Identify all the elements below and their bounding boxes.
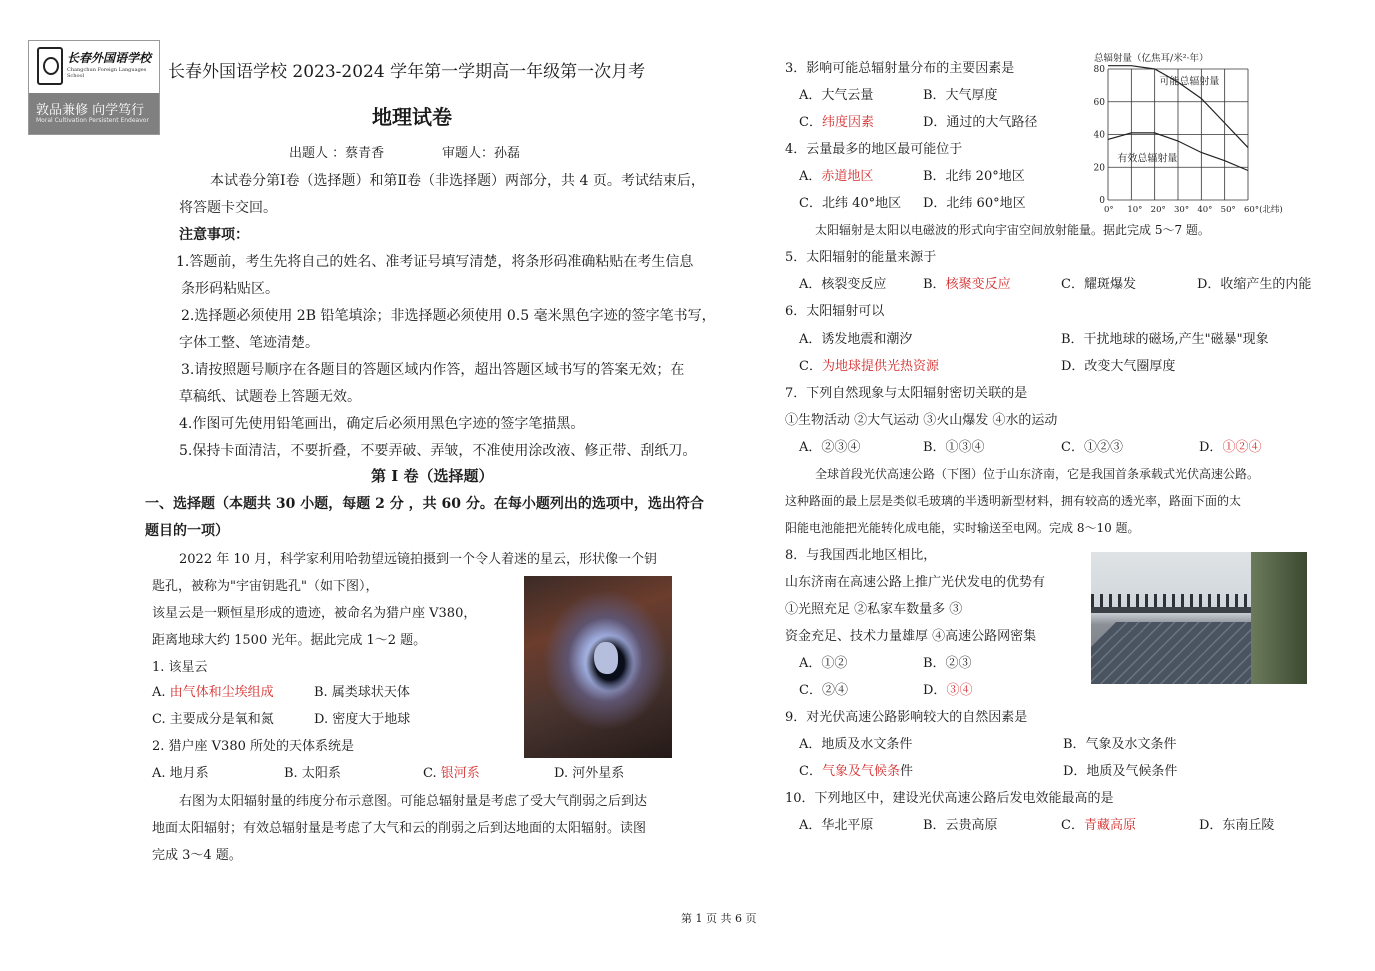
chart-xtick-label-0: 0° xyxy=(1104,205,1114,215)
notice-3a: 3.请按照题号顺序在各题目的答题区域内作答，超出答题区域书写的答案无效；在 xyxy=(181,362,685,378)
q2-stem: 2. 猎户座 V380 所处的天体系统是 xyxy=(152,739,355,754)
q3-option-c xyxy=(799,114,874,131)
chart-series-label-0: 可能总辐射量 xyxy=(1159,76,1220,88)
q9-option-c xyxy=(799,763,913,780)
chart-ytick-label-0: 0 xyxy=(1099,196,1105,206)
q9-option-a: A．地质及水文条件 xyxy=(799,737,913,752)
intro-line1: 本试卷分第Ⅰ卷（选择题）和第Ⅱ卷（非选择题）两部分，共 4 页。考试结束后， xyxy=(210,173,705,189)
chart-ytick-label-4: 80 xyxy=(1093,65,1105,75)
keyhole-nebula-image xyxy=(524,576,672,758)
chart-xtick-label-1: 10° xyxy=(1127,205,1143,215)
q7-stem: 7．下列自然现象与太阳辐射密切关联的是 xyxy=(785,386,1028,401)
passage1-line1: 2022 年 10 月，科学家利用哈勃望远镜拍摄到一个令人着迷的星云，形状像一个钥 xyxy=(179,552,658,567)
q2-option-d: D. 河外星系 xyxy=(554,766,625,781)
notice-3b: 草稿纸、试题卷上答题无效。 xyxy=(179,389,361,405)
logo-motto-en: Moral Cultivation Persistent Endeavor xyxy=(36,117,149,124)
passage1-line2: 匙孔，被称为"宇宙钥匙孔"（如下图）， xyxy=(152,579,379,594)
q8-line2: 山东济南在高速公路上推广光伏发电的优势有 xyxy=(785,575,1046,590)
q9-stem: 9．对光伏高速公路影响较大的自然因素是 xyxy=(785,710,1028,725)
q8-stem: 8．与我国西北地区相比， xyxy=(785,548,937,563)
q2-answer: 银河系 xyxy=(440,766,480,781)
chart-xtick-label-5: 50° xyxy=(1220,205,1236,215)
q6-option-d: D．改变大气圈厚度 xyxy=(1061,359,1176,374)
q10-stem: 10．下列地区中，建设光伏高速公路后发电效能最高的是 xyxy=(785,791,1114,806)
school-emblem-icon xyxy=(37,47,63,85)
q8-option-c: C．②④ xyxy=(799,683,848,698)
q8-option-b: B．②③ xyxy=(923,656,972,671)
q8-option-d-prefix: D． xyxy=(923,683,947,698)
q8-answer: ③④ xyxy=(946,683,973,698)
q2-option-a: A. 地月系 xyxy=(152,766,209,781)
q4-option-c: C．北纬 40°地区 xyxy=(799,196,902,211)
q7-option-d-prefix: D． xyxy=(1199,440,1223,455)
q4-option-d: D．北纬 60°地区 xyxy=(923,196,1026,211)
chart-ytick-label-2: 40 xyxy=(1093,130,1105,141)
chart-ytick-label-1: 20 xyxy=(1093,163,1105,174)
q10-option-c xyxy=(1061,817,1136,834)
q5-option-c: C．耀斑爆发 xyxy=(1061,277,1136,292)
section-heading-2: 题目的一项） xyxy=(145,523,229,539)
chart-xtick-label-2: 20° xyxy=(1150,205,1166,215)
q5-option-a: A．核裂变反应 xyxy=(799,277,887,292)
q9-option-d: D．地质及气候条件 xyxy=(1063,764,1178,779)
chart-xtick-label-3: 30° xyxy=(1174,205,1190,215)
q8-option-a: A．①② xyxy=(799,656,848,671)
q9-option-b: B．气象及水文条件 xyxy=(1063,737,1177,752)
q6-answer: 为地球提供光热资源 xyxy=(821,359,939,374)
q3-option-d: D．通过的大气路径 xyxy=(923,115,1038,130)
passage2-line3: 完成 3～4 题。 xyxy=(152,848,242,863)
passage1-line3: 该星云是一颗恒星形成的遗迹，被命名为猎户座 V380， xyxy=(152,606,477,621)
authors: 出题人 ：蔡青香 审题人：孙磊 xyxy=(289,146,520,161)
passage1-line4: 距离地球大约 1500 光年。据此完成 1～2 题。 xyxy=(152,633,427,648)
q5-option-b-prefix: B． xyxy=(923,277,946,292)
q3-option-a: A．大气云量 xyxy=(799,88,874,103)
q3-option-c-prefix: C． xyxy=(799,115,822,130)
q1-option-a: A. 由气体和尘埃组成 xyxy=(152,685,274,700)
chart-grid xyxy=(1108,69,1248,200)
logo-school-name-en: Changchun Foreign Languages School xyxy=(67,67,147,79)
q10-option-b: B．云贵高原 xyxy=(923,818,998,833)
q7-answer: ①②④ xyxy=(1222,440,1262,455)
q6-option-a: A．诱发地震和潮汐 xyxy=(799,332,913,347)
pv-highway-photo xyxy=(1091,552,1307,684)
logo-motto-band xyxy=(29,93,159,134)
q4-option-a xyxy=(799,168,873,185)
q7-option-d xyxy=(1199,439,1261,456)
paper-title: 地理试卷 xyxy=(372,105,452,129)
q4-stem: 4．云量最多的地区最可能位于 xyxy=(785,142,963,157)
logo-top xyxy=(29,41,159,93)
roadside-trees xyxy=(1251,552,1307,684)
passage2-line2: 地面太阳辐射；有效总辐射量是考虑了大气和云的削弱之后到达地面的太阳辐射。读图 xyxy=(152,821,647,836)
notice-2a: 2.选择题必须使用 2B 铅笔填涂；非选择题必须使用 0.5 毫米黑色字迹的签字笔书写， xyxy=(181,308,716,324)
q6-option-c-prefix: C． xyxy=(799,359,822,374)
page-footer: 第 1 页 共 6 页 xyxy=(681,912,757,925)
q7-option-b: B．①③④ xyxy=(923,440,985,455)
chart-series-label-1: 有效总辐射量 xyxy=(1117,153,1178,165)
intro-line2: 将答题卡交回。 xyxy=(179,200,277,216)
q2-option-b: B. 太阳系 xyxy=(284,766,341,781)
q9-option-c-prefix: C． xyxy=(799,764,822,779)
q1-answer: 由气体和尘埃组成 xyxy=(169,685,274,700)
q5-answer: 核聚变反应 xyxy=(945,277,1011,292)
chart-xtick-label-6: 60°(北纬) xyxy=(1244,205,1283,215)
nebula-core xyxy=(594,642,618,674)
q1-option-d: D. 密度大于地球 xyxy=(314,712,411,727)
q3-stem: 3．影响可能总辐射量分布的主要因素是 xyxy=(785,61,1015,76)
passage3: 太阳辐射是太阳以电磁波的形式向宇宙空间放射能量。据此完成 5～7 题。 xyxy=(815,223,1210,237)
q10-option-d: D．东南丘陵 xyxy=(1199,818,1275,833)
section-title: 第 I 卷（选择题） xyxy=(371,467,494,485)
passage4-line2: 这种路面的最上层是类似毛玻璃的半透明新型材料，拥有较高的透光率，路面下面的太 xyxy=(785,494,1242,508)
q6-option-c xyxy=(799,358,939,375)
chart-ytick-label-3: 60 xyxy=(1093,97,1105,108)
radiation-latitude-chart xyxy=(1090,50,1300,220)
q8-line4: 资金充足、技术力量雄厚 ④高速公路网密集 xyxy=(785,629,1037,644)
q1-option-c: C. 主要成分是氧和氮 xyxy=(152,712,274,727)
q6-option-b: B．干扰地球的磁场,产生"磁暴"现象 xyxy=(1061,332,1269,347)
q4-option-b: B．北纬 20°地区 xyxy=(923,169,1025,184)
notice-1a: 1.答题前，考生先将自己的姓名、准考证号填写清楚，将条形码准确粘贴在考生信息 xyxy=(176,254,694,270)
passage4-line3: 阳能电池能把光能转化成电能，实时输送至电网。完成 8～10 题。 xyxy=(785,521,1140,535)
q2-option-c xyxy=(423,765,480,782)
section-heading-1: 一、选择题（本题共 30 小题，每题 2 分 ，共 60 分。在每小题列出的选项中，选出符合 xyxy=(145,496,704,512)
school-logo xyxy=(28,40,160,135)
q7-option-c: C．①②③ xyxy=(1061,440,1123,455)
q5-option-b xyxy=(923,276,1011,293)
q5-stem: 5．太阳辐射的能量来源于 xyxy=(785,250,937,265)
logo-school-name: 长春外国语学校 xyxy=(67,51,152,65)
exam-title: 长春外国语学校 2023-2024 学年第一学期高一年级第一次月考 xyxy=(168,62,646,82)
q1-stem: 1. 该星云 xyxy=(152,660,208,675)
q7-option-a: A．②③④ xyxy=(799,440,861,455)
q7-items: ①生物活动 ②大气运动 ③火山爆发 ④水的运动 xyxy=(785,413,1058,428)
q6-stem: 6．太阳辐射可以 xyxy=(785,304,885,319)
q10-option-a: A．华北平原 xyxy=(799,818,874,833)
q4-option-a-prefix: A． xyxy=(799,169,822,184)
chart-labels xyxy=(1094,52,1283,215)
notice-5: 5.保持卡面清洁，不要折叠，不要弄破、弄皱，不准使用涂改液、修正带、刮纸刀。 xyxy=(179,443,697,459)
q3-answer: 纬度因素 xyxy=(821,115,874,130)
q5-option-d: D．收缩产生的内能 xyxy=(1197,277,1312,292)
notice-2b: 字体工整、笔迹清楚。 xyxy=(179,335,319,351)
q1-option-b: B. 属类球状天体 xyxy=(314,685,410,700)
q10-option-c-prefix: C． xyxy=(1061,818,1084,833)
passage4-line1: 全球首段光伏高速公路（下图）位于山东济南，它是我国首条承载式光伏高速公路。 xyxy=(815,467,1260,481)
logo-motto: 敦品兼修 向学笃行 xyxy=(36,103,145,118)
q9-answer: 气象及气候条 xyxy=(821,764,900,779)
notice-title: 注意事项： xyxy=(179,227,249,243)
notice-1b: 条形码粘贴区。 xyxy=(181,281,279,297)
q8-line3: ①光照充足 ②私家车数量多 ③ xyxy=(785,602,963,617)
chart-xtick-label-4: 40° xyxy=(1197,205,1213,215)
chart-title: 总辐射量（亿焦耳/米²·年） xyxy=(1094,53,1209,64)
q9-option-c-suffix: 件 xyxy=(899,764,913,779)
q4-answer: 赤道地区 xyxy=(821,169,874,184)
passage2-line1: 右图为太阳辐射量的纬度分布示意图。可能总辐射量是考虑了受大气削弱之后到达 xyxy=(179,794,648,809)
notice-4: 4.作图可先使用铅笔画出，确定后必须用黑色字迹的签字笔描黑。 xyxy=(179,416,585,432)
q8-option-d xyxy=(923,682,972,699)
q2-option-c-prefix: C. xyxy=(423,766,437,781)
q10-answer: 青藏高原 xyxy=(1083,818,1136,833)
q3-option-b: B．大气厚度 xyxy=(923,88,998,103)
